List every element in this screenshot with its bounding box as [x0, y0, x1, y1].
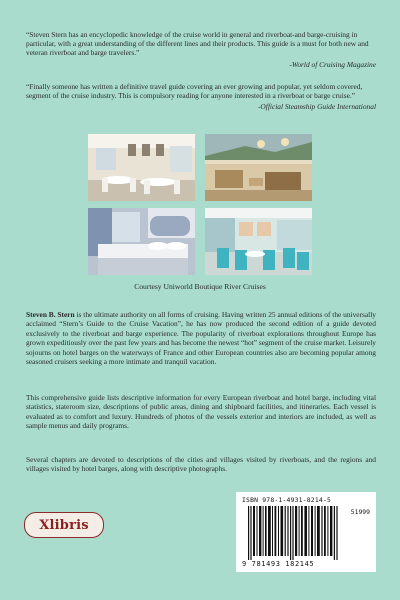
description-paragraph-3: [26, 455, 376, 474]
photo-caption: Courtesy Uniworld Boutique River Cruises: [134, 282, 266, 291]
paragraph-text: This comprehensive guide lists descriptive information for every European riverboat and hotel barge, including vital statistics, stateroom size, descriptions of public areas, dining and shipboard facilities, and itineraries. Each vessel is evaluated as to comfort and luxury. Hundreds of photos of the vessels exterior and interiors are included, as well as sample menus and daily programs.: [26, 393, 376, 431]
description-paragraph-2: [26, 393, 376, 431]
quote-source: -World of Cruising Magazine: [289, 59, 376, 69]
photo-stateroom: [88, 208, 195, 275]
paragraph-text: Several chapters are devoted to descriptions of the cities and villages visited by riverboats, and the regions and villages visited by hotel barges, along with descriptive photographs.: [26, 455, 376, 474]
review-quote-2: [26, 82, 376, 112]
barcode-number: 9 781493 182145: [242, 560, 315, 568]
photo-dining-room: [88, 134, 195, 201]
publisher-logo: Xlibris: [24, 512, 104, 538]
review-quote-1: [26, 30, 376, 69]
photo-grid: [88, 134, 312, 276]
isbn-label: ISBN 978-1-4931-8214-5: [242, 496, 332, 504]
barcode-bars: [248, 506, 338, 560]
photo-bar-lounge: [205, 208, 312, 275]
bio-text: is the ultimate authority on all forms of cruising. Having written 25 annual editions of the universally acclaimed “Stern’s Guide to the Cruise Vacation”, he has now produced the second edition of a guide devoted exclusively to the riverboat and barge experience. The popularity of riverboat explorations throughout Europe has grown expeditiously over the past few years and has become the newest “hot” segment of the cruise market. Leisurely sojourns on hotel barges on the waterways of France and other European countries also are becoming popular among seasoned cruisers seeking a more intimate and tranquil vacation.: [26, 310, 376, 367]
isbn-barcode: [236, 492, 376, 572]
quote-source: -Official Steamship Guide International: [257, 102, 376, 112]
photo-lounge: [205, 134, 312, 201]
quote-text: “Steven Stern has an encyclopedic knowledge of the cruise world in general and riverboat-and barge-cruising in particular, with a great understanding of the different lines and their products. This guide is a must for both new and veteran riverboat and barge travelers.”: [26, 30, 369, 58]
author-name: Steven B. Stern: [26, 310, 75, 319]
author-bio: [26, 310, 376, 366]
quote-text: “Finally someone has written a definitive travel guide covering an ever growing and popular, yet seldom covered, segment of the cruise industry. This is compulsory reading for anyone interested in a riverboat or barge cruise.”: [26, 82, 363, 101]
price-code: 51999: [350, 508, 370, 516]
